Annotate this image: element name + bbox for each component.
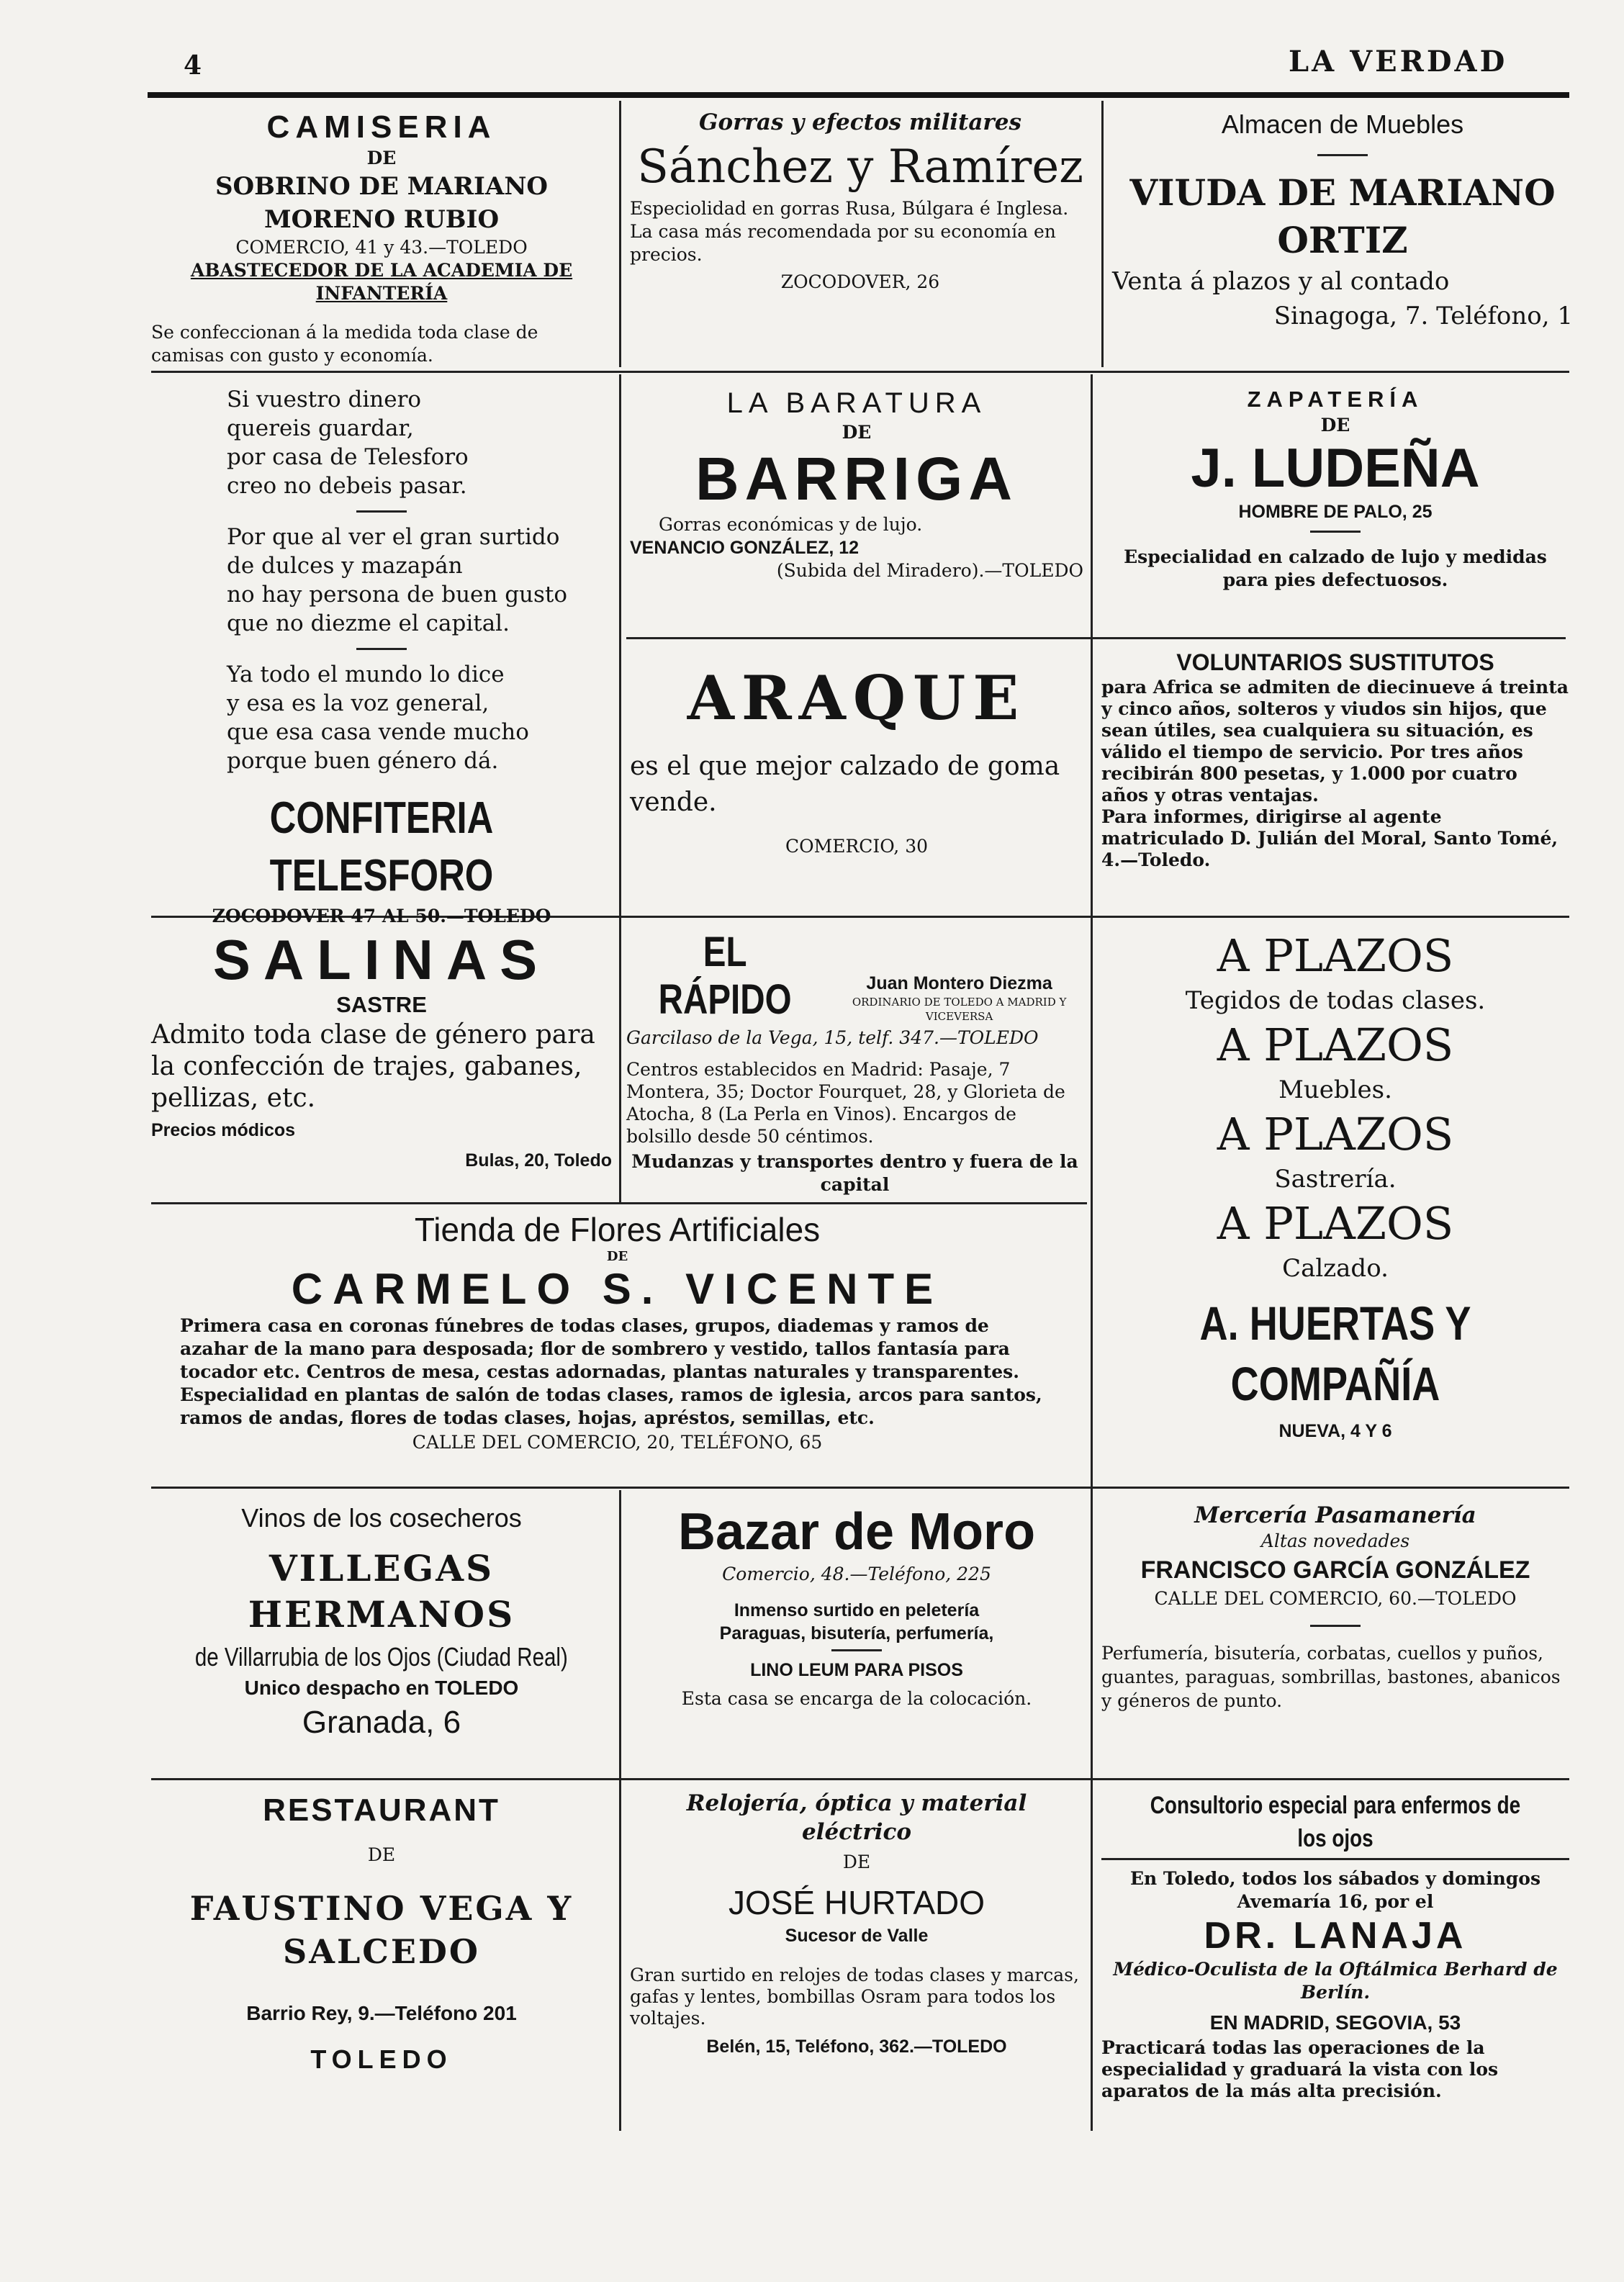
ad-gorras-heading: Gorras y efectos militares <box>699 109 1021 135</box>
ad-restaurant <box>151 1789 612 2127</box>
ad-vinos <box>151 1501 612 1774</box>
ad-ludena-name: J. LUDEÑA <box>1191 438 1480 499</box>
page-number: 4 <box>184 50 202 81</box>
verse-line: de dulces y mazapán <box>227 553 463 579</box>
ad-merceria-address: CALLE DEL COMERCIO, 60.—TOLEDO <box>1154 1588 1517 1609</box>
column-rule <box>619 1490 621 2131</box>
ad-relojeria-sub: Sucesor de Valle <box>785 1926 929 1946</box>
ad-plazos <box>1101 929 1569 1483</box>
ad-lanaja-heading: Consultorio especial para enfermos de los ojos <box>1150 1792 1521 1852</box>
ad-restaurant-name: FAUSTINO VEGA Y SALCEDO <box>189 1889 574 1971</box>
ad-muebles-text: Venta á plazos y al contado <box>1112 267 1450 296</box>
ad-voluntarios-title: VOLUNTARIOS SUSTITUTOS <box>1176 649 1494 675</box>
ad-plazos-l4: Calzado. <box>1282 1254 1389 1283</box>
ad-ludena-title: ZAPATERÍA <box>1247 387 1424 412</box>
ad-salinas-text: Admito toda clase de género para la confección de trajes, gabanes, pellizas, etc. <box>151 1020 595 1113</box>
ad-merceria <box>1101 1501 1569 1774</box>
ad-gorras-address: ZOCODOVER, 26 <box>780 271 940 292</box>
ad-salinas-name: SALINAS <box>212 928 551 991</box>
verse-line: Si vuestro dinero <box>227 387 422 412</box>
ad-relojeria-heading: Relojería, óptica y material eléctrico <box>686 1790 1027 1845</box>
ad-araque <box>630 648 1083 911</box>
ad-baratura-address: (Subida del Miradero).—TOLEDO <box>776 560 1083 581</box>
ad-ludena <box>1101 385 1569 633</box>
ad-gorras <box>630 108 1091 367</box>
verse-line: Por que al ver el gran surtido <box>227 524 560 550</box>
top-rule <box>148 92 1569 98</box>
column-rule <box>619 101 621 367</box>
ad-restaurant-city: TOLEDO <box>310 2044 453 2074</box>
ad-vinos-origin: de Villarrubia de los Ojos (Ciudad Real) <box>195 1642 568 1672</box>
row-rule <box>151 371 1569 373</box>
ad-camiseria-name: SOBRINO DE MARIANO MORENO RUBIO <box>215 172 549 234</box>
row-rule <box>626 637 1566 639</box>
ad-gorras-text2: La casa más recomendada por su economía en precios. <box>630 221 1056 265</box>
row-rule <box>151 1202 1087 1204</box>
verse-line: por casa de Telesforo <box>227 444 469 470</box>
ad-rapido-name: EL RÁPIDO <box>658 929 792 1023</box>
ad-lanaja <box>1101 1789 1569 2127</box>
ad-muebles-name: VIUDA DE MARIANO ORTIZ <box>1129 171 1556 261</box>
ad-restaurant-de: DE <box>367 1844 396 1865</box>
ad-salinas-prices: Precios módicos <box>151 1120 296 1140</box>
ad-muebles-heading: Almacen de Muebles <box>1221 109 1464 139</box>
ad-relojeria <box>630 1789 1083 2127</box>
divider <box>831 1649 882 1651</box>
divider <box>1310 531 1361 533</box>
ad-plazos-h2: A PLAZOS <box>1217 1019 1454 1071</box>
divider <box>1317 154 1368 156</box>
ad-vinos-shop: Unico despacho en TOLEDO <box>244 1677 519 1699</box>
ad-camiseria-address: COMERCIO, 41 y 43.—TOLEDO <box>235 237 528 258</box>
ad-relojeria-name: JOSÉ HURTADO <box>728 1884 985 1921</box>
ad-araque-name: ARAQUE <box>687 662 1027 734</box>
ad-rapido-text1: Centros establecidos en Madrid: Pasaje, 7 Montera, 35; Doctor Fourquet, 28, y Glorieta de Atocha, 8 (La Perla en Vinos). Encargos de bolsillo desde 50 céntimos. <box>626 1059 1065 1147</box>
verse-line: Ya todo el mundo lo dice <box>227 662 505 687</box>
ad-rapido-route: ORDINARIO DE TOLEDO A MADRID Y VICEVERSA <box>852 996 1067 1023</box>
ad-plazos-address: NUEVA, 4 Y 6 <box>1278 1421 1392 1441</box>
ad-muebles-address: Sinagoga, 7. Teléfono, 1 <box>1273 302 1573 330</box>
ad-baratura-owner: VENANCIO GONZÁLEZ, 12 <box>630 538 860 558</box>
ad-flores-address: CALLE DEL COMERCIO, 20, TELÉFONO, 65 <box>412 1432 823 1453</box>
masthead: LA VERDAD <box>1289 45 1508 78</box>
ad-bazar-text1: Inmenso surtido en peletería <box>734 1600 980 1620</box>
ad-camiseria <box>151 108 612 367</box>
ad-lanaja-text1: En Toledo, todos los sábados y domingos Avemaría 16, por el <box>1129 1868 1541 1912</box>
ad-plazos-l2: Muebles. <box>1278 1075 1392 1104</box>
verse-line: no hay persona de buen gusto <box>227 582 568 608</box>
ad-ludena-de: DE <box>1320 415 1350 436</box>
row-rule <box>151 1487 1569 1489</box>
verse-line: que esa casa vende mucho <box>227 719 529 745</box>
ad-flores-text2: Especialidad en plantas de salón de todas clases, ramos de iglesia, arcos para santos, ramos de andas, flores de todas clases, hojas, apréstos, semillas, etc. <box>180 1384 1042 1428</box>
ad-plazos-h4: A PLAZOS <box>1217 1197 1454 1250</box>
ad-camiseria-text: Se confeccionan á la medida toda clase de camisas con gusto y economía. <box>151 322 538 366</box>
divider <box>356 510 407 513</box>
ad-rapido-address: Garcilaso de la Vega, 15, telf. 347.—TOLEDO <box>626 1027 1039 1048</box>
column-rule <box>1101 101 1104 367</box>
ad-voluntarios-text2: Para informes, dirigirse al agente matriculado D. Julián del Moral, Santo Tomé, 4.—Toledo. <box>1101 806 1558 870</box>
ad-baratura-text: Gorras económicas y de lujo. <box>659 514 923 535</box>
column-rule <box>619 374 621 1202</box>
ad-confiteria-name: CONFITERIA TELESFORO <box>269 793 494 901</box>
ad-baratura <box>630 385 1083 633</box>
ad-flores-title: Tienda de Flores Artificiales <box>414 1211 821 1248</box>
divider <box>356 648 407 650</box>
row-rule <box>151 1778 1569 1780</box>
ad-baratura-title: LA BARATURA <box>726 387 987 419</box>
ad-plazos-name: A. HUERTAS Y COMPAÑÍA <box>1199 1296 1471 1410</box>
ad-ludena-text: Especialidad en calzado de lujo y medidas para pies defectuosos. <box>1124 546 1547 590</box>
ad-bazar-text2: Paraguas, bisutería, perfumería, <box>719 1623 994 1643</box>
ad-merceria-sub: Altas novedades <box>1260 1530 1410 1551</box>
ad-confiteria-address: ZOCODOVER 47 AL 50.—TOLEDO <box>212 906 551 926</box>
ad-flores-name: CARMELO S. VICENTE <box>291 1265 944 1313</box>
ad-baratura-de: DE <box>842 422 872 443</box>
verse-line: que no diezme el capital. <box>227 610 510 636</box>
ad-ludena-address: HOMBRE DE PALO, 25 <box>1238 502 1433 522</box>
ad-merceria-heading: Mercería Pasamanería <box>1194 1502 1476 1528</box>
ad-rapido <box>626 929 1083 1199</box>
ad-rapido-owner: Juan Montero Diezma <box>866 973 1052 993</box>
ad-flores-de: DE <box>606 1249 628 1264</box>
ad-lanaja-text3: Practicará todas las operaciones de la especialidad y graduará la vista con los aparatos de la más alta precisión. <box>1101 2037 1499 2101</box>
verse-line: porque buen género dá. <box>227 748 499 774</box>
ad-salinas <box>151 929 612 1199</box>
ad-confiteria <box>155 385 608 926</box>
ad-gorras-text1: Especiolidad en gorras Rusa, Búlgara é Inglesa. <box>630 198 1069 219</box>
ad-araque-text: es el que mejor calzado de goma vende. <box>630 752 1060 817</box>
ad-vinos-address: Granada, 6 <box>302 1705 461 1740</box>
ad-camiseria-de: DE <box>366 148 397 168</box>
ad-araque-address: COMERCIO, 30 <box>785 836 929 857</box>
ad-lanaja-name: DR. LANAJA <box>1204 1915 1467 1957</box>
ad-muebles <box>1112 108 1573 367</box>
ad-relojeria-text: Gran surtido en relojes de todas clases y marcas, gafas y lentes, bombillas Osram para todos los voltajes. <box>630 1965 1079 2029</box>
ad-rapido-text2: Mudanzas y transportes dentro y fuera de la capital <box>631 1151 1078 1195</box>
ad-camiseria-title: CAMISERIA <box>266 109 497 145</box>
ad-restaurant-title: RESTAURANT <box>263 1792 500 1828</box>
divider <box>1310 1625 1361 1627</box>
ad-lanaja-address: EN MADRID, SEGOVIA, 53 <box>1209 2011 1461 2034</box>
ad-flores <box>151 1209 1083 1483</box>
ad-vinos-name: VILLEGAS HERMANOS <box>248 1547 515 1636</box>
ad-plazos-h1: A PLAZOS <box>1217 929 1454 982</box>
ad-plazos-l3: Sastrería. <box>1274 1165 1397 1194</box>
verse-line: quereis guardar, <box>227 415 414 441</box>
ad-restaurant-address: Barrio Rey, 9.—Teléfono 201 <box>246 2002 517 2024</box>
ad-relojeria-address: Belén, 15, Teléfono, 362.—TOLEDO <box>706 2037 1007 2057</box>
ad-relojeria-de: DE <box>842 1852 871 1872</box>
ad-bazar <box>630 1501 1083 1774</box>
ad-salinas-trade: SASTRE <box>336 992 427 1017</box>
ad-bazar-text3: LINO LEUM PARA PISOS <box>750 1660 963 1680</box>
ad-lanaja-text2: Médico-Oculista de la Oftálmica Berhard de Berlín. <box>1113 1959 1558 2003</box>
ad-baratura-name: BARRIGA <box>695 445 1018 513</box>
ad-gorras-name: Sánchez y Ramírez <box>637 140 1083 194</box>
ad-merceria-text: Perfumería, bisutería, corbatas, cuellos y puños, guantes, paraguas, sombrillas, bastones, abanicos y géneros de punto. <box>1101 1643 1561 1711</box>
ad-voluntarios <box>1101 648 1569 911</box>
ad-camiseria-supplier: ABASTECEDOR DE LA ACADEMIA DE INFANTERÍA <box>190 260 573 304</box>
ad-plazos-h3: A PLAZOS <box>1217 1108 1454 1160</box>
verse-line: creo no debeis pasar. <box>227 473 467 499</box>
ad-bazar-address: Comercio, 48.—Teléfono, 225 <box>722 1564 991 1584</box>
ad-vinos-heading: Vinos de los cosecheros <box>241 1503 522 1533</box>
ad-salinas-address: Bulas, 20, Toledo <box>465 1150 612 1171</box>
ad-merceria-name: FRANCISCO GARCÍA GONZÁLEZ <box>1140 1556 1530 1584</box>
ad-voluntarios-text1: para Africa se admiten de diecinueve á treinta y cinco años, solteros y viudos sin hijos, que sean útiles, sea cualquiera su situación, es válido el tiempo de servicio. Por tres años recibirán 800 pesetas, y 1.000 por cuatro años y otras ventajas. <box>1101 677 1569 806</box>
ad-bazar-text4: Esta casa se encarga de la colocación. <box>681 1688 1032 1709</box>
ad-bazar-name: Bazar de Moro <box>677 1503 1036 1561</box>
verse-line: y esa es la voz general, <box>227 690 490 716</box>
ad-flores-text1: Primera casa en coronas fúnebres de todas clases, grupos, diademas y ramos de azahar de la mano para desposada; flor de sombrero y vestido, tallos fantasía para tocador etc. Centros de mesa, cestas adornadas, plantas naturales y transparentes. <box>180 1315 1019 1382</box>
ad-plazos-l1: Tegidos de todas clases. <box>1185 986 1486 1015</box>
